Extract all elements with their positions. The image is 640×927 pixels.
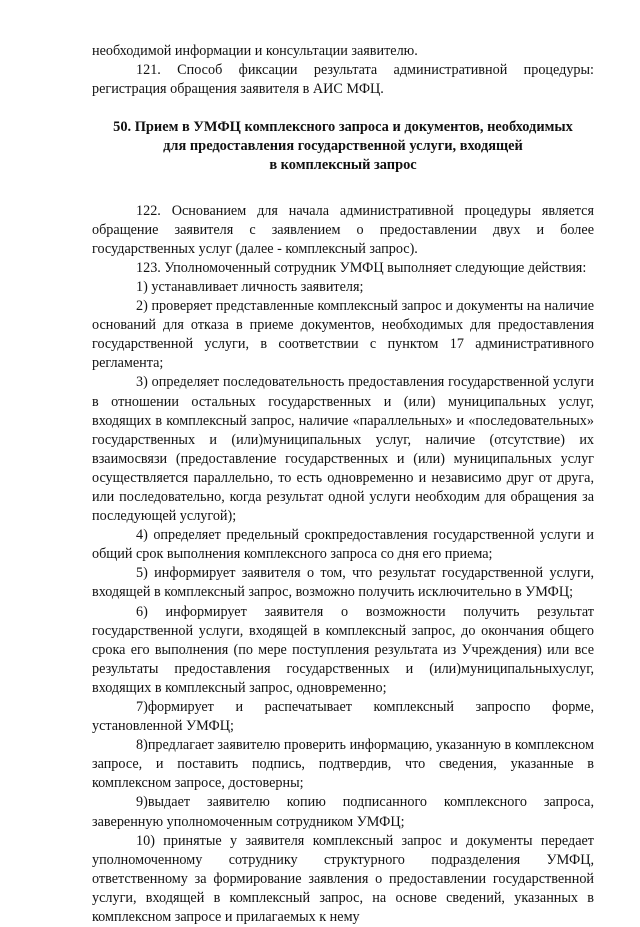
paragraph-123: 123. Уполномоченный сотрудник УМФЦ выполняет следующие действия: — [136, 259, 587, 276]
heading-line-3: в комплексный запрос — [269, 157, 417, 174]
paragraph-122: 122. Основанием для начала административной процедуры является обращение заявителя с заявлением о предоставлении двух и более государственных услуг (далее - комплексный запрос). — [92, 202, 594, 257]
list-item-5: 5) информирует заявителя о том, что результат государственной услуги, входящей в комплексный запрос, возможно получить исключительно в УМФЦ; — [92, 565, 594, 601]
paragraph-121: 121. Способ фиксации результата административной процедуры: регистрация обращения заявителя в АИС МФЦ. — [92, 62, 594, 98]
list-item-10: 10) принятые у заявителя комплексный запрос и документы передает уполномоченному сотруднику структурного подразделения УМФЦ, ответственному за формирование заявления о предоставлении государственной услуги, входящей в комплексный запрос, на основе сведений, указанных в комплексном запросе и прилагаемых к нему — [92, 832, 594, 926]
list-item-1: 1) устанавливает личность заявителя; — [136, 278, 364, 295]
document-page — [92, 42, 594, 927]
heading-line-1: 50. Прием в УМФЦ комплексного запроса и документов, необходимых — [113, 119, 573, 136]
section-heading-50 — [92, 118, 594, 175]
list-item-4: 4) определяет предельный срокпредоставления государственной услуги и общий срок выполнения комплексного запроса со дня его приема; — [92, 527, 594, 563]
list-item-7: 7)формирует и распечатывает комплексный запроспо форме, установленной УМФЦ; — [92, 699, 594, 735]
list-item-3: 3) определяет последовательность предоставления государственной услуги в отношении остальных государственных и (или) муниципальных услуг, входящих в комплексный запрос, наличие «параллельных» и «последовательных» государственных и (или)муниципальных услуг, наличие (отсутствие) их взаимосвязи (предоставление государственных и (или) муниципальных услуг осуществляется параллельно, то есть одновременно и независимо друг от друга, или последовательно, когда результат одной услуги необходим для обращения за последующей услугой); — [92, 374, 594, 525]
list-item-2: 2) проверяет представленные комплексный запрос и документы на наличие оснований для отказа в приеме документов, необходимых для предоставления государственной услуги, в соответствии с пунктом 17 административного регламента; — [92, 298, 594, 372]
list-item-9: 9)выдает заявителю копию подписанного комплексного запроса, заверенную уполномоченным сотрудником УМФЦ; — [92, 794, 594, 830]
heading-line-2: для предоставления государственной услуги, входящей — [163, 138, 523, 155]
list-item-6: 6) информирует заявителя о возможности получить результат государственной услуги, входящей в комплексный запрос, до окончания общего срока его выполнения (по мере поступления результата из Учреждения) или все результаты предоставления государственных и (или)муниципальныхуслуг, входящих в комплексный запрос, одновременно; — [92, 603, 594, 696]
text-line-top: необходимой информации и консультации заявителю. — [92, 43, 418, 59]
list-item-8: 8)предлагает заявителю проверить информацию, указанную в комплексном запросе, и поставить подпись, подтвердив, что сведения, указанные в комплексном запросе, достоверны; — [92, 737, 594, 792]
